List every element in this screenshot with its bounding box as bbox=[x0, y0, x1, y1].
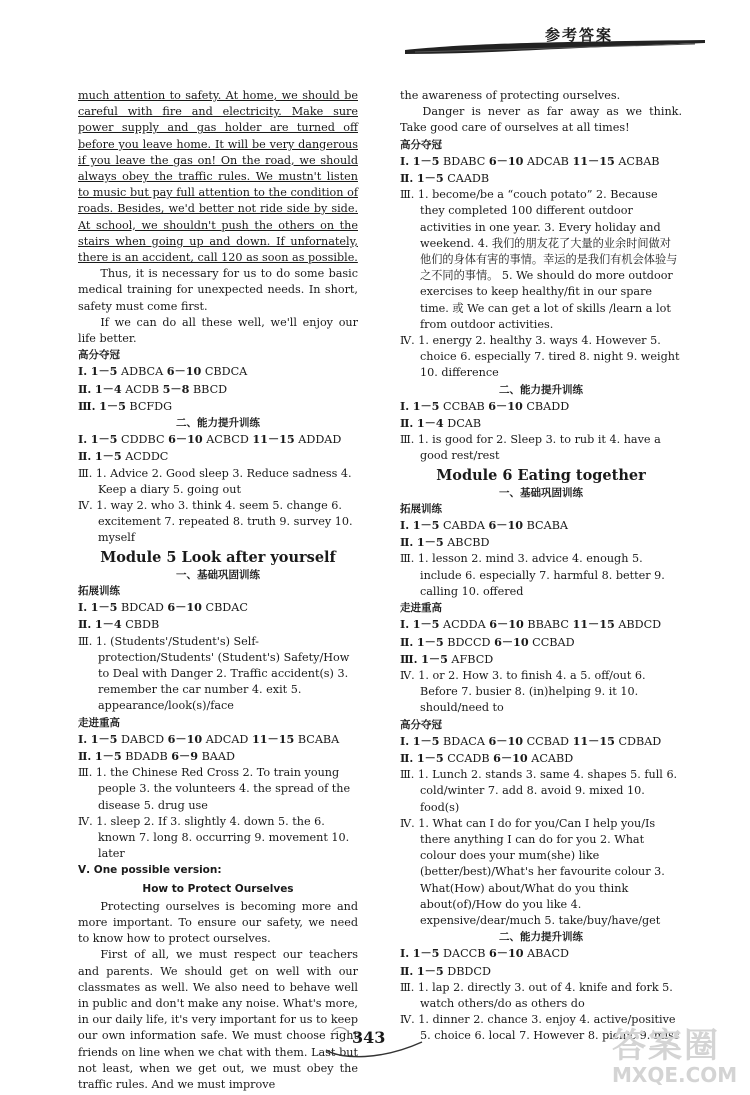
answer-block: Ⅲ. 1. become/be a “couch potato” 2. Because they completed 100 different outdoor activities in one year. 3. Every holiday and weekend. 4. 我们的朋友花了大量的业余时间做对他们的身体有害的事情。幸运的是我们有机会体验与之不同的事情。 5. We should do more outdoor exercises to keep healthy/fit in our spare time. 或 We can get a lot of skills /learn a lot from outdoor activities. bbox=[400, 188, 678, 331]
answer-block: Ⅳ. 1. or 2. How 3. to finish 4. a 5. off/out 6. Before 7. busier 8. (in)helping 9. it 10. should/need to bbox=[400, 668, 646, 715]
answer-block: Ⅳ. 1. What can I do for you/Can I help you/Is there anything I can do for you 2. What colour does your mum(she) like (better/best)/What's her favourite colour 3. What(How) about/What do you think about(of)/How do you like 4. expensive/dear/much 5. take/buy/have/get bbox=[400, 816, 665, 927]
answer-row: Ⅱ. 1－5 ABCBD bbox=[400, 535, 490, 550]
answer-block: Ⅳ. 1. dinner 2. chance 3. enjoy 4. active/positive 5. choice 6. local 7. However 8. picnic 9. miss bbox=[400, 1013, 680, 1043]
section-title-tz: 拓展训练 bbox=[400, 502, 442, 515]
answer-row: Ⅱ. 1－4 ACDB 5－8 BBCD bbox=[78, 381, 228, 396]
answer-block: Ⅲ. 1. lap 2. directly 3. out of 4. knife and fork 5. watch others/do as others do bbox=[400, 980, 673, 1010]
answer-row: Ⅰ. 1－5 ACDDA 6－10 BBABC 11－15 ABDCD bbox=[400, 617, 662, 632]
section-title-zjzg: 走进重高 bbox=[78, 716, 120, 729]
essay-paragraph: Protecting ourselves is becoming more and more important. To ensure our safety, we need to know how to protect ourselves. bbox=[78, 899, 358, 946]
subsection-title: 一、基础巩固训练 bbox=[499, 486, 583, 499]
answer-block: Ⅲ. 1. the Chinese Red Cross 2. To train young people 3. the volunteers 4. the spread of the disease 5. drug use bbox=[78, 766, 351, 812]
answer-block: Ⅳ. 1. sleep 2. If 3. slightly 4. down 5. the 6. known 7. long 8. occurring 9. movement 10. later bbox=[78, 814, 350, 861]
page-number: 343 bbox=[352, 1028, 386, 1047]
watermark bbox=[612, 1018, 742, 1088]
watermark-en: MXQE.COM bbox=[612, 1063, 738, 1087]
answer-row: Ⅲ. 1－5 BCFDG bbox=[78, 398, 173, 413]
answer-block: Ⅲ. 1. lesson 2. mind 3. advice 4. enough 5. include 6. especially 7. harmful 8. better 9. calling 10. offered bbox=[400, 552, 665, 598]
answer-block: Ⅳ. 1. energy 2. healthy 3. ways 4. However 5. choice 6. especially 7. tired 8. night 9. weight 10. difference bbox=[400, 334, 680, 380]
answer-row: Ⅱ. 1－5 CAADB bbox=[400, 171, 490, 186]
answer-row: Ⅰ. 1－5 CCBAB 6－10 CBADD bbox=[400, 398, 570, 413]
section-title-zjzg: 走进重高 bbox=[400, 602, 442, 615]
section-title-tz: 拓展训练 bbox=[78, 584, 120, 597]
answer-row: Ⅰ. 1－5 DABCD 6－10 ADCAD 11－15 BCABA bbox=[78, 731, 340, 746]
answer-row: Ⅱ. 1－4 DCAB bbox=[400, 416, 482, 431]
answer-row: Ⅰ. 1－5 CABDA 6－10 BCABA bbox=[400, 518, 568, 533]
answer-row: Ⅲ. 1－5 AFBCD bbox=[400, 651, 494, 666]
answer-block: Ⅲ. 1. (Students'/Student's) Self-protection/Students' (Student's) Safety/How to Deal with Danger 2. Traffic accident(s) 3. remember the car number 4. exit 5. appearance/look(s)/face bbox=[78, 634, 350, 713]
module-title: Module 6 Eating together bbox=[436, 466, 646, 484]
answer-row: Ⅰ. 1－5 ADBCA 6－10 CBDCA bbox=[78, 364, 248, 379]
module-title: Module 5 Look after yourself bbox=[100, 548, 336, 566]
essay-paragraph: Danger is never as far away as we think. Take good care of ourselves at all times! bbox=[400, 105, 682, 135]
section-title-gfdg: 高分夺冠 bbox=[400, 718, 442, 731]
essay-underlined: much attention to safety. At home, we should be careful with fire and electricity. Make sure power supply and gas holder are turned off before you leave home. It will be very dangerous if you leave the gas on! On the road, we should always obey the traffic rules. We mustn't listen to music but pay full attention to the condition of roads. Besides, we'd better not ride side by side. At school, we shouldn't push the others on the stairs when going up and down. If unfornately, there is an accident, call 120 as soon as possible. bbox=[78, 89, 358, 265]
answer-row: Ⅰ. 1－5 CDDBC 6－10 ACBCD 11－15 ADDAD bbox=[78, 432, 342, 447]
header-title: 参考答案 bbox=[545, 26, 614, 44]
answer-row: Ⅱ. 1－5 BDADB 6－9 BAAD bbox=[78, 748, 235, 763]
answer-row: Ⅱ. 1－5 CCADB 6－10 ACABD bbox=[400, 750, 574, 765]
subsection-title: 二、能力提升训练 bbox=[176, 417, 260, 430]
essay-paragraph: If we can do all these well, we'll enjoy our life better. bbox=[78, 315, 358, 346]
subsection-title: 二、能力提升训练 bbox=[499, 931, 583, 944]
essay-paragraph: Thus, it is necessary for us to do some basic medical training for unexpected needs. In short, safety must come first. bbox=[78, 267, 358, 313]
answer-row: Ⅰ. 1－5 DACCB 6－10 ABACD bbox=[400, 946, 570, 961]
essay-title: How to Protect Ourselves bbox=[142, 882, 294, 895]
answer-row: Ⅰ. 1－5 BDCAD 6－10 CBDAC bbox=[78, 600, 248, 615]
section-title-gfdg: 高分夺冠 bbox=[400, 138, 442, 151]
answer-row: Ⅱ. 1－4 CBDB bbox=[78, 617, 160, 632]
essay-paragraph: First of all, we must respect our teachers and parents. We should get on well with our classmates as well. We also need to behave well in public and don't make any noise. What's more, in our daily life, it's very important for us to keep our own information safe. We must choose right friends on line when we chat with them. Last but not least, when we get out, we must obey the traffic rules. And we must improve bbox=[78, 948, 358, 1091]
subsection-title: 二、能力提升训练 bbox=[499, 383, 583, 396]
watermark-cn: 答案圈 bbox=[612, 1026, 720, 1066]
essay-paragraph: the awareness of protecting ourselves. bbox=[400, 89, 621, 102]
answer-row: Ⅱ. 1－5 ACDDC bbox=[78, 449, 169, 464]
answer-block: Ⅲ. 1. Lunch 2. stands 3. same 4. shapes 5. full 6. cold/winter 7. add 8. avoid 9. mixed 10. food(s) bbox=[400, 768, 678, 814]
section-title-gfdg: 高分夺冠 bbox=[78, 349, 120, 362]
version-label: Ⅴ. One possible version: bbox=[78, 864, 222, 877]
answer-row: Ⅱ. 1－5 BDCCD 6－10 CCBAD bbox=[400, 634, 575, 649]
left-column bbox=[78, 88, 358, 1093]
answer-block: Ⅳ. 1. way 2. who 3. think 4. seem 5. change 6. excitement 7. repeated 8. truth 9. survey 10. myself bbox=[78, 499, 353, 545]
answer-block: Ⅲ. 1. Advice 2. Good sleep 3. Reduce sadness 4. Keep a diary 5. going out bbox=[78, 466, 352, 496]
answer-row: Ⅰ. 1－5 BDABC 6－10 ADCAB 11－15 ACBAB bbox=[400, 153, 660, 168]
subsection-title: 一、基础巩固训练 bbox=[176, 568, 260, 581]
answer-row: Ⅱ. 1－5 DBDCD bbox=[400, 963, 491, 978]
answer-block: Ⅲ. 1. is good for 2. Sleep 3. to rub it 4. have a good rest/rest bbox=[400, 433, 661, 463]
right-column bbox=[400, 88, 682, 1045]
essay-paragraph bbox=[78, 88, 358, 266]
answer-row: Ⅰ. 1－5 BDACA 6－10 CCBAD 11－15 CDBAD bbox=[400, 733, 662, 748]
